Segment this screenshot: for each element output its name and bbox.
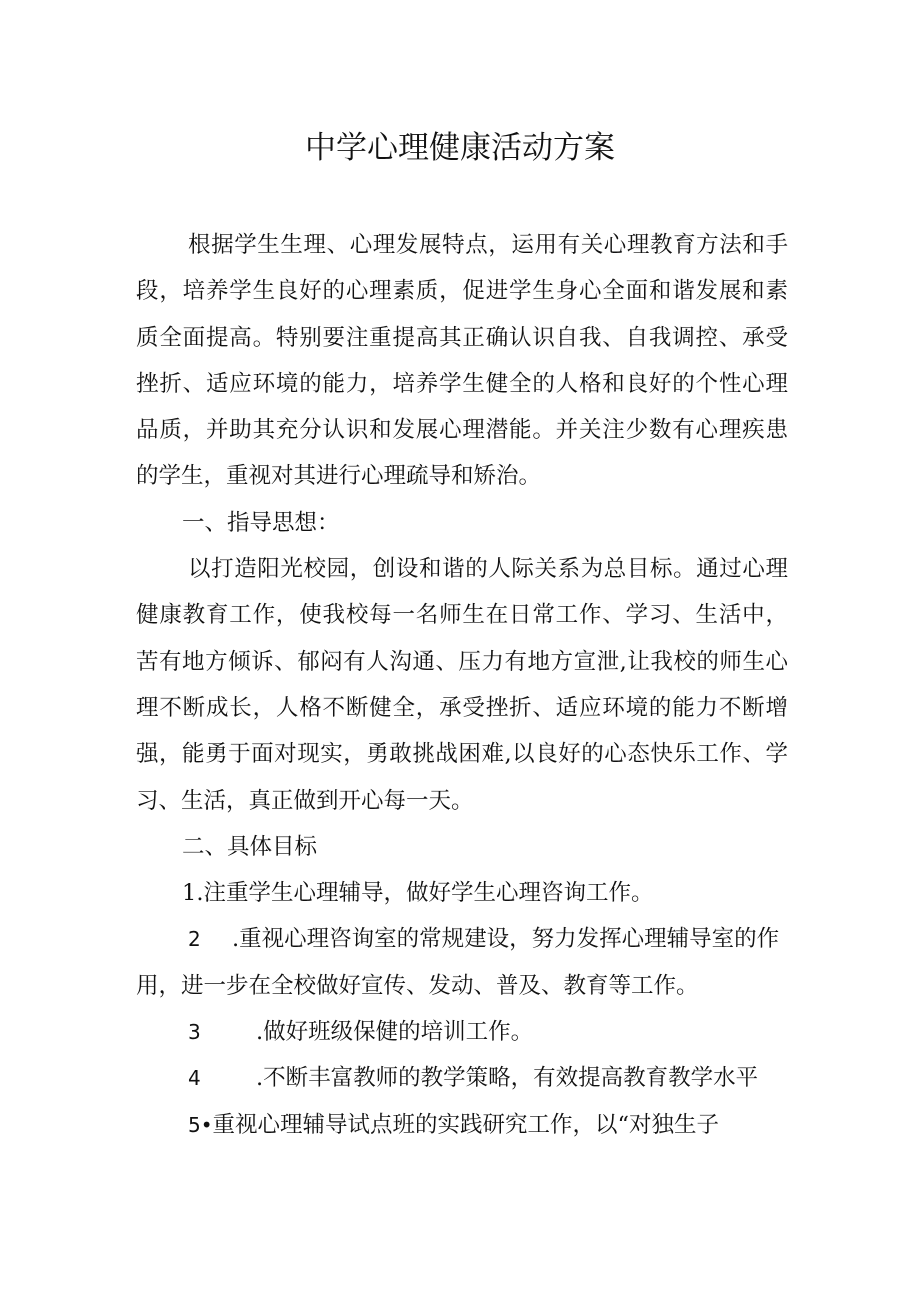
intro-line: 挫折、适应环境的能力，培养学生健全的人格和良好的个性心理 (136, 370, 788, 397)
intro-line: 根据学生生理、心理发展特点，运用有关心理教育方法和手 (188, 232, 788, 258)
goal-item-3-text: .做好班级保健的培训工作。 (256, 1019, 534, 1046)
intro-line: 质全面提高。特别要注重提高其正确认识自我、自我调控、承受 (136, 324, 788, 351)
section1-line: 以打造阳光校园，创设和谐的人际关系为总目标。通过心理 (188, 556, 788, 583)
goal-item-5 (136, 1102, 788, 1148)
document-title: 中学心理健康活动方案 (305, 130, 615, 166)
goal-item-5-number: 5• (188, 1112, 213, 1137)
section1-line: 健康教育工作，使我校每一名师生在日常工作、学习、生活中， (136, 602, 788, 629)
goal-item-2-line-2: 用，进一步在全校做好宣传、发动、普及、教育等工作。 (136, 972, 699, 999)
goal-item-1: 1.注重学生心理辅导，做好学生心理咨询工作。 (182, 880, 654, 907)
intro-line: 段，培养学生良好的心理素质，促进学生身心全面和谐发展和素 (136, 278, 788, 305)
goal-item-2-text: .重视心理咨询室的常规建设，努力发挥心理辅导室的作 (232, 926, 780, 953)
section1-line: 苦有地方倾诉、郁闷有人沟通、压力有地方宣泄,让我校的师生心 (136, 648, 788, 675)
goal-item-3 (136, 1009, 788, 1055)
section1-heading: 一、指导思想： (182, 509, 340, 536)
intro-line: 品质，并助其充分认识和发展心理潜能。并关注少数有心理疾患 (136, 417, 788, 444)
goal-item-4 (136, 1055, 788, 1101)
goal-item-5-text: 重视心理辅导试点班的实践研究工作，以“对独生子 (212, 1111, 720, 1138)
goal-item-4-text: .不断丰富教师的教学策略，有效提高教育教学水平 (256, 1065, 759, 1092)
section2-heading: 二、具体目标 (182, 833, 318, 860)
goal-item-3-number: 3 (188, 1020, 201, 1045)
section1-line: 习、生活，真正做到开心每一天。 (136, 787, 474, 814)
intro-line: 的学生，重视对其进行心理疏导和矫治。 (136, 463, 542, 490)
section1-line: 理不断成长，人格不断健全，承受挫折、适应环境的能力不断增 (136, 694, 788, 721)
section1-line: 强，能勇于面对现实，勇敢挑战困难,以良好的心态快乐工作、学 (136, 741, 788, 768)
goal-item-2-number: 2 (188, 927, 201, 952)
document-body (136, 222, 788, 1148)
goal-item-4-number: 4 (188, 1066, 201, 1091)
goal-item-2-line-1 (136, 916, 788, 962)
